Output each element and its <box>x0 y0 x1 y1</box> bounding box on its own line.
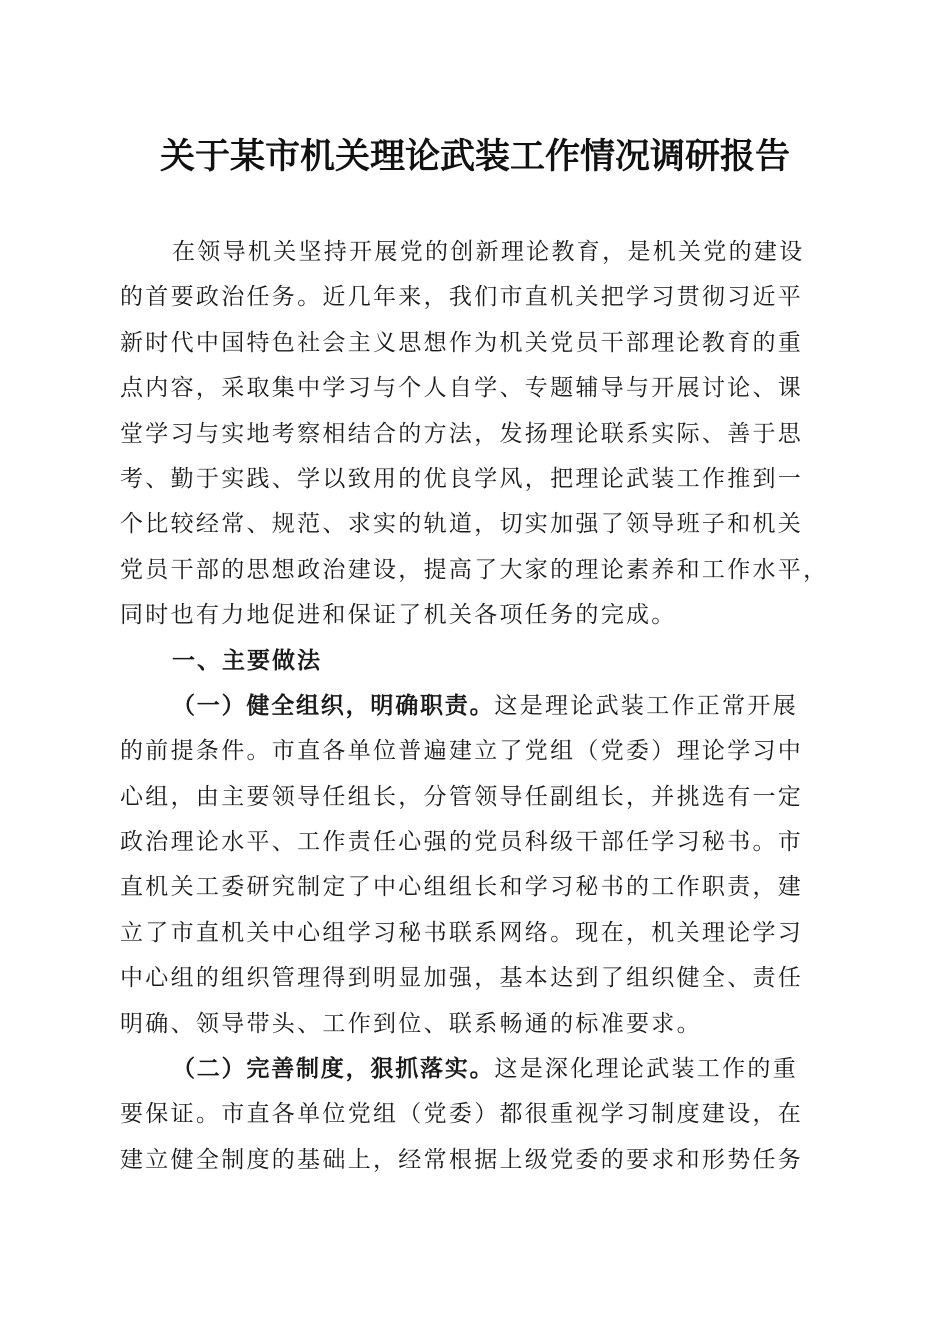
item1-line: 的前提条件。市直各单位普遍建立了党组（党委）理论学习中 <box>120 738 804 765</box>
intro-line: 个比较经常、规范、求实的轨道，切实加强了领导班子和机关 <box>120 511 804 538</box>
item2-first-line-rest: 这是深化理论武装工作的重 <box>494 1056 799 1083</box>
intro-line: 考、勤于实践、学以致用的优良学风，把理论武装工作推到一 <box>120 465 804 492</box>
intro-line: 新时代中国特色社会主义思想作为机关党员干部理论教育的重 <box>120 329 804 356</box>
item1-line: 明确、领导带头、工作到位、联系畅通的标准要求。 <box>120 1010 702 1037</box>
item2-line: 建立健全制度的基础上，经常根据上级党委的要求和形势任务 <box>120 1146 804 1173</box>
intro-line: 同时也有力地促进和保证了机关各项任务的完成。 <box>120 602 677 629</box>
item2-heading: （二）完善制度，狠抓落实。 <box>172 1056 495 1083</box>
item1-heading: （一）健全组织，明确职责。 <box>172 692 495 719</box>
item2-first-line <box>120 1047 830 1092</box>
item1-line: 中心组的组织管理得到明显加强，基本达到了组织健全、责任 <box>120 965 804 992</box>
item1-line: 政治理论水平、工作责任心强的党员科级干部任学习秘书。市 <box>120 829 804 856</box>
item1-first-line <box>120 684 830 729</box>
intro-line: 堂学习与实地考察相结合的方法，发扬理论联系实际、善于思 <box>120 420 804 447</box>
section-heading: 一、主要做法 <box>172 647 322 674</box>
item1-line: 立了市直机关中心组学习秘书联系网络。现在，机关理论学习 <box>120 919 804 946</box>
document-body <box>120 230 830 1183</box>
item1-line: 心组，由主要领导任组长，分管领导任副组长，并挑选有一定 <box>120 783 804 810</box>
intro-line: 党员干部的思想政治建设，提高了大家的理论素养和工作水平， <box>120 556 829 583</box>
intro-line: 在领导机关坚持开展党的创新理论教育，是机关党的建设 <box>172 239 805 265</box>
item1-first-line-rest: 这是理论武装工作正常开展 <box>494 692 799 719</box>
item1-line: 直机关工委研究制定了中心组组长和学习秘书的工作职责，建 <box>120 874 804 901</box>
intro-line: 的首要政治任务。近几年来，我们市直机关把学习贯彻习近平 <box>120 284 804 311</box>
intro-line: 点内容，采取集中学习与个人自学、专题辅导与开展讨论、课 <box>120 375 804 402</box>
item2-line: 要保证。市直各单位党组（党委）都很重视学习制度建设，在 <box>120 1101 804 1128</box>
document-title: 关于某市机关理论武装工作情况调研报告 <box>159 136 790 177</box>
